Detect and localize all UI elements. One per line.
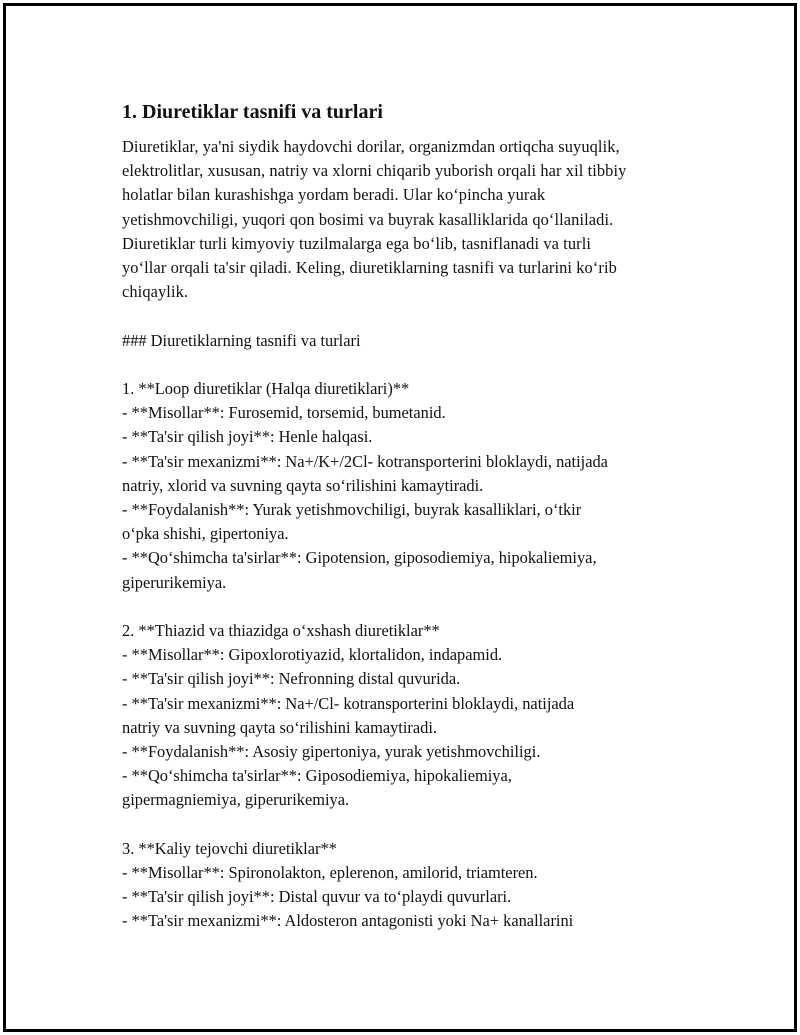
intro-line: chiqaylik. — [122, 282, 189, 302]
section-line: giperurikemiya. — [122, 572, 227, 592]
section-potassium-sparing-diuretics — [122, 837, 692, 934]
section-line: natriy va suvning qayta so‘rilishini kamaytiradi. — [122, 717, 437, 737]
section-line: - **Misollar**: Spironolakton, eplerenon, amilorid, triamteren. — [122, 863, 538, 883]
section-line: - **Ta'sir mexanizmi**: Na+/K+/2Cl- kotransporterini bloklaydi, natijada — [122, 451, 608, 471]
intro-line: yo‘llar orqali ta'sir qiladi. Keling, diuretiklarning tasnifi va turlarini ko‘rib — [122, 258, 617, 278]
section-thiazide-diuretics — [122, 619, 692, 813]
section-line: - **Ta'sir qilish joyi**: Nefronning distal quvurida. — [122, 669, 461, 689]
section-line: - **Qo‘shimcha ta'sirlar**: Gipotension, giposodiemiya, hipokaliemiya, — [122, 548, 597, 568]
section-line: - **Foydalanish**: Asosiy gipertoniya, yurak yetishmovchiligi. — [122, 742, 541, 762]
document-title: 1. Diuretiklar tasnifi va turlari — [122, 101, 383, 123]
intro-line: holatlar bilan kurashishga yordam beradi. Ular ko‘pincha yurak — [122, 185, 546, 205]
document-body — [122, 99, 692, 958]
section-loop-diuretics — [122, 377, 692, 595]
section-line: 3. **Kaliy tejovchi diuretiklar** — [122, 838, 337, 858]
markdown-subheading: ### Diuretiklarning tasnifi va turlari — [122, 330, 361, 350]
section-line: - **Ta'sir mexanizmi**: Aldosteron antagonisti yoki Na+ kanallarini — [122, 911, 574, 931]
section-line: - **Ta'sir qilish joyi**: Distal quvur va to‘playdi quvurlari. — [122, 887, 512, 907]
intro-paragraph — [122, 135, 692, 304]
section-line: - **Misollar**: Furosemid, torsemid, bumetanid. — [122, 403, 446, 423]
section-line: - **Ta'sir mexanizmi**: Na+/Cl- kotransporterini bloklaydi, natijada — [122, 693, 575, 713]
intro-line: Diuretiklar, ya'ni siydik haydovchi dorilar, organizmdan ortiqcha suyuqlik, — [122, 137, 620, 156]
section-line: - **Foydalanish**: Yurak yetishmovchiligi, buyrak kasalliklari, o‘tkir — [122, 500, 582, 520]
section-line: - **Qo‘shimcha ta'sirlar**: Giposodiemiya, hipokaliemiya, — [122, 766, 512, 786]
section-line: o‘pka shishi, gipertoniya. — [122, 524, 289, 544]
section-line: natriy, xlorid va suvning qayta so‘rilishini kamaytiradi. — [122, 475, 484, 495]
section-line: 1. **Loop diuretiklar (Halqa diuretiklari)** — [122, 379, 410, 398]
section-line: - **Misollar**: Gipoxlorotiyazid, klortalidon, indapamid. — [122, 645, 503, 665]
section-line: - **Ta'sir qilish joyi**: Henle halqasi. — [122, 427, 373, 447]
page-frame — [3, 3, 797, 1032]
intro-line: yetishmovchiligi, yuqori qon bosimi va buyrak kasalliklarida qo‘llaniladi. — [122, 209, 614, 229]
intro-line: elektrolitlar, xususan, natriy va xlorni chiqarib yuborish orqali har xil tibbiy — [122, 161, 627, 181]
intro-line: Diuretiklar turli kimyoviy tuzilmalarga ega bo‘lib, tasniflanadi va turli — [122, 233, 591, 253]
section-line: 2. **Thiazid va thiazidga o‘xshash diuretiklar** — [122, 621, 440, 641]
section-line: gipermagniemiya, giperurikemiya. — [122, 790, 350, 810]
